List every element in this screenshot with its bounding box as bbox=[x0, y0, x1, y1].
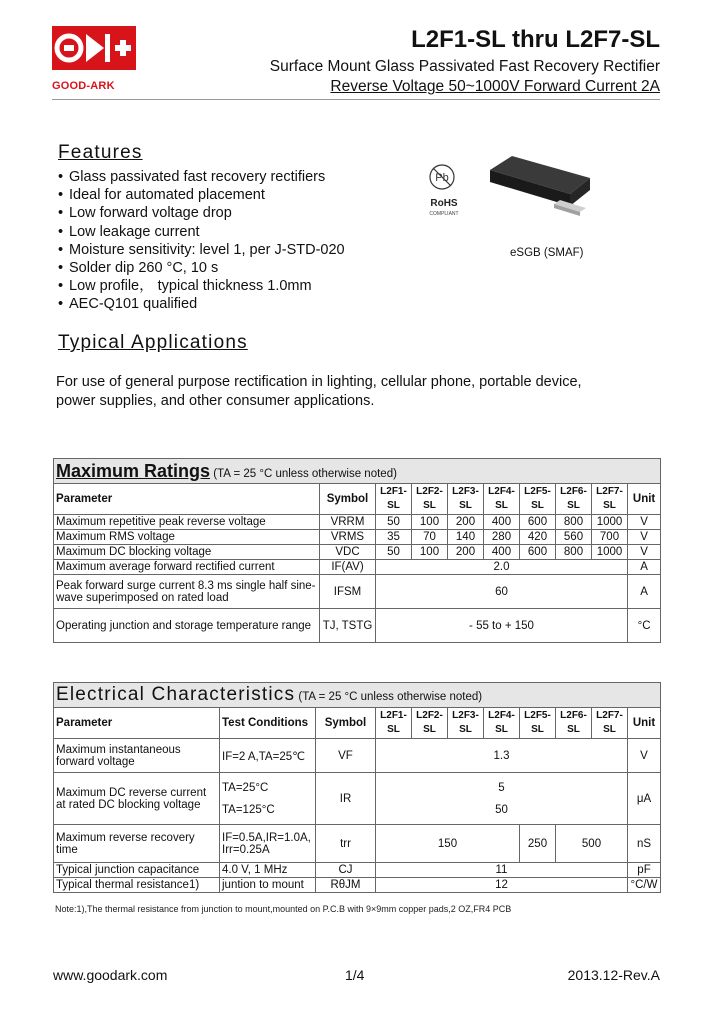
feature-item: • Glass passivated fast recovery rectifiers bbox=[58, 168, 345, 186]
col-part: L2F5-SL bbox=[520, 708, 556, 739]
row-unit: °C/W bbox=[628, 878, 661, 893]
row-unit: V bbox=[628, 515, 661, 530]
row-unit: A bbox=[628, 575, 661, 609]
col-part: L2F5-SL bbox=[520, 484, 556, 515]
feature-item: • Low forward voltage drop bbox=[58, 204, 345, 222]
table-header-row bbox=[54, 484, 661, 515]
row-value: 50 bbox=[376, 515, 412, 530]
row-value: 560 bbox=[556, 530, 592, 545]
applications-text: For use of general purpose rectification in lighting, cellular phone, portable device, power supplies, and other consumer applications. bbox=[56, 374, 582, 409]
row-parameter: Maximum instantaneous forward voltage bbox=[54, 739, 220, 773]
table-row bbox=[54, 575, 661, 609]
row-value: 100 bbox=[412, 515, 448, 530]
row-value: 70 bbox=[412, 530, 448, 545]
feature-item: • AEC-Q101 qualified bbox=[58, 295, 345, 313]
col-part: L2F3-SL bbox=[448, 484, 484, 515]
revision: 2013.12-Rev.A bbox=[567, 967, 660, 983]
row-value: 140 bbox=[448, 530, 484, 545]
table-title-row bbox=[54, 683, 661, 708]
row-unit: A bbox=[628, 560, 661, 575]
rohs-pb-free-icon bbox=[420, 160, 474, 220]
row-value: 60 bbox=[376, 575, 628, 609]
col-part: L2F2-SL bbox=[412, 708, 448, 739]
max-ratings-title: Maximum Ratings bbox=[56, 460, 211, 481]
row-value: 600 bbox=[520, 545, 556, 560]
electrical-characteristics-table bbox=[53, 682, 661, 893]
table-row bbox=[54, 609, 661, 643]
col-unit: Unit bbox=[628, 708, 661, 739]
row-value: 1.3 bbox=[376, 739, 628, 773]
row-parameter: Peak forward surge current 8.3 ms single half sine-wave superimposed on rated load bbox=[54, 575, 320, 609]
row-symbol: CJ bbox=[316, 863, 376, 878]
footnote: Note:1),The thermal resistance from junction to mount,mounted on P.C.B with 9×9mm copper pads,2 OZ,FR4 PCB bbox=[55, 904, 512, 914]
page-number: 1/4 bbox=[345, 967, 365, 983]
row-parameter: Maximum DC blocking voltage bbox=[54, 545, 320, 560]
feature-item: • Solder dip 260 °C, 10 s bbox=[58, 259, 345, 277]
row-parameter: Typical thermal resistance1) bbox=[54, 878, 220, 893]
row-value: 200 bbox=[448, 545, 484, 560]
max-ratings-condition: (TA = 25 °C unless otherwise noted) bbox=[213, 467, 397, 480]
rohs-compliant-label: COMPLIANT bbox=[429, 211, 459, 217]
row-value: 600 bbox=[520, 515, 556, 530]
pb-label: Pb bbox=[435, 172, 449, 184]
col-test-conditions: Test Conditions bbox=[220, 708, 316, 739]
test-condition-a: TA=25°C bbox=[222, 781, 269, 794]
table-title-row bbox=[54, 459, 661, 484]
row-unit: V bbox=[628, 739, 661, 773]
row-value: 1000 bbox=[592, 545, 628, 560]
package-image bbox=[482, 150, 594, 222]
max-ratings-table bbox=[53, 458, 661, 643]
rohs-label: RoHS bbox=[430, 198, 458, 209]
row-test-condition: IF=0.5A,IR=1.0A, Irr=0.25A bbox=[220, 825, 316, 863]
row-symbol: RθJM bbox=[316, 878, 376, 893]
row-value bbox=[376, 773, 628, 825]
row-parameter: Maximum average forward rectified current bbox=[54, 560, 320, 575]
row-symbol: IF(AV) bbox=[320, 560, 376, 575]
row-value: 11 bbox=[376, 863, 628, 878]
page-subtitle: Surface Mount Glass Passivated Fast Recovery Rectifier bbox=[269, 58, 660, 75]
row-parameter: Maximum repetitive peak reverse voltage bbox=[54, 515, 320, 530]
row-value: 150 bbox=[376, 825, 520, 863]
col-part: L2F7-SL bbox=[592, 708, 628, 739]
table-row bbox=[54, 515, 661, 530]
row-unit: V bbox=[628, 545, 661, 560]
table-row bbox=[54, 773, 661, 825]
feature-item: • Low profile， typical thickness 1.0mm bbox=[58, 277, 345, 295]
row-symbol: IFSM bbox=[320, 575, 376, 609]
voltage-current-spec: Reverse Voltage 50~1000V Forward Current 2A bbox=[330, 78, 660, 95]
table-row bbox=[54, 560, 661, 575]
row-unit: °C bbox=[628, 609, 661, 643]
row-value: 1000 bbox=[592, 515, 628, 530]
row-value: 400 bbox=[484, 515, 520, 530]
col-symbol: Symbol bbox=[316, 708, 376, 739]
table-row bbox=[54, 545, 661, 560]
logo-text: GOOD-ARK bbox=[52, 80, 115, 92]
row-value: 280 bbox=[484, 530, 520, 545]
row-value: 500 bbox=[556, 825, 628, 863]
row-symbol: VF bbox=[316, 739, 376, 773]
test-condition-b: TA=125°C bbox=[222, 803, 275, 816]
page-title: L2F1-SL thru L2F7-SL bbox=[411, 26, 660, 53]
table-row bbox=[54, 530, 661, 545]
col-part: L2F6-SL bbox=[556, 708, 592, 739]
col-part: L2F4-SL bbox=[484, 708, 520, 739]
value-a: 5 bbox=[498, 781, 505, 794]
electrical-condition: (TA = 25 °C unless otherwise noted) bbox=[298, 691, 483, 703]
row-symbol: IR bbox=[316, 773, 376, 825]
row-test-condition: IF=2 A,TA=25℃ bbox=[220, 739, 316, 773]
col-part: L2F7-SL bbox=[592, 484, 628, 515]
row-symbol: VRRM bbox=[320, 515, 376, 530]
row-symbol: VDC bbox=[320, 545, 376, 560]
good-ark-logo bbox=[52, 26, 136, 70]
row-value: 100 bbox=[412, 545, 448, 560]
row-test-condition bbox=[220, 773, 316, 825]
col-part: L2F6-SL bbox=[556, 484, 592, 515]
row-unit: nS bbox=[628, 825, 661, 863]
row-symbol: TJ, TSTG bbox=[320, 609, 376, 643]
feature-item: • Ideal for automated placement bbox=[58, 186, 345, 204]
row-value: 800 bbox=[556, 515, 592, 530]
header-divider bbox=[52, 99, 660, 100]
col-unit: Unit bbox=[628, 484, 661, 515]
package-label: eSGB (SMAF) bbox=[510, 247, 584, 259]
col-part: L2F3-SL bbox=[448, 708, 484, 739]
row-value: 2.0 bbox=[376, 560, 628, 575]
row-value: - 55 to + 150 bbox=[376, 609, 628, 643]
row-symbol: trr bbox=[316, 825, 376, 863]
row-parameter: Maximum reverse recovery time bbox=[54, 825, 220, 863]
row-unit: V bbox=[628, 530, 661, 545]
row-parameter: Maximum RMS voltage bbox=[54, 530, 320, 545]
table-row bbox=[54, 878, 661, 893]
row-value: 700 bbox=[592, 530, 628, 545]
electrical-title: Electrical Characteristics bbox=[56, 684, 296, 705]
row-symbol: VRMS bbox=[320, 530, 376, 545]
table-row bbox=[54, 739, 661, 773]
row-test-condition: juntion to mount bbox=[220, 878, 316, 893]
row-value: 50 bbox=[376, 545, 412, 560]
row-unit: μA bbox=[628, 773, 661, 825]
col-symbol: Symbol bbox=[320, 484, 376, 515]
value-b: 50 bbox=[495, 803, 508, 816]
table-row bbox=[54, 825, 661, 863]
col-part: L2F1-SL bbox=[376, 708, 412, 739]
table-row bbox=[54, 863, 661, 878]
row-parameter: Maximum DC reverse current at rated DC blocking voltage bbox=[54, 773, 220, 825]
col-part: L2F4-SL bbox=[484, 484, 520, 515]
row-value: 250 bbox=[520, 825, 556, 863]
row-value: 400 bbox=[484, 545, 520, 560]
row-unit: pF bbox=[628, 863, 661, 878]
table-header-row bbox=[54, 708, 661, 739]
applications-heading: Typical Applications bbox=[58, 332, 248, 353]
row-value: 800 bbox=[556, 545, 592, 560]
features-list bbox=[58, 168, 345, 314]
row-test-condition: 4.0 V, 1 MHz bbox=[220, 863, 316, 878]
row-parameter: Typical junction capacitance bbox=[54, 863, 220, 878]
row-parameter: Operating junction and storage temperature range bbox=[54, 609, 320, 643]
feature-item: • Low leakage current bbox=[58, 223, 345, 241]
col-parameter: Parameter bbox=[54, 708, 220, 739]
row-value: 200 bbox=[448, 515, 484, 530]
col-parameter: Parameter bbox=[54, 484, 320, 515]
feature-item: • Moisture sensitivity: level 1, per J-STD-020 bbox=[58, 241, 345, 259]
col-part: L2F2-SL bbox=[412, 484, 448, 515]
col-part: L2F1-SL bbox=[376, 484, 412, 515]
row-value: 420 bbox=[520, 530, 556, 545]
website-link[interactable]: www.goodark.com bbox=[53, 967, 168, 983]
row-value: 35 bbox=[376, 530, 412, 545]
features-heading: Features bbox=[58, 142, 143, 163]
row-value: 12 bbox=[376, 878, 628, 893]
